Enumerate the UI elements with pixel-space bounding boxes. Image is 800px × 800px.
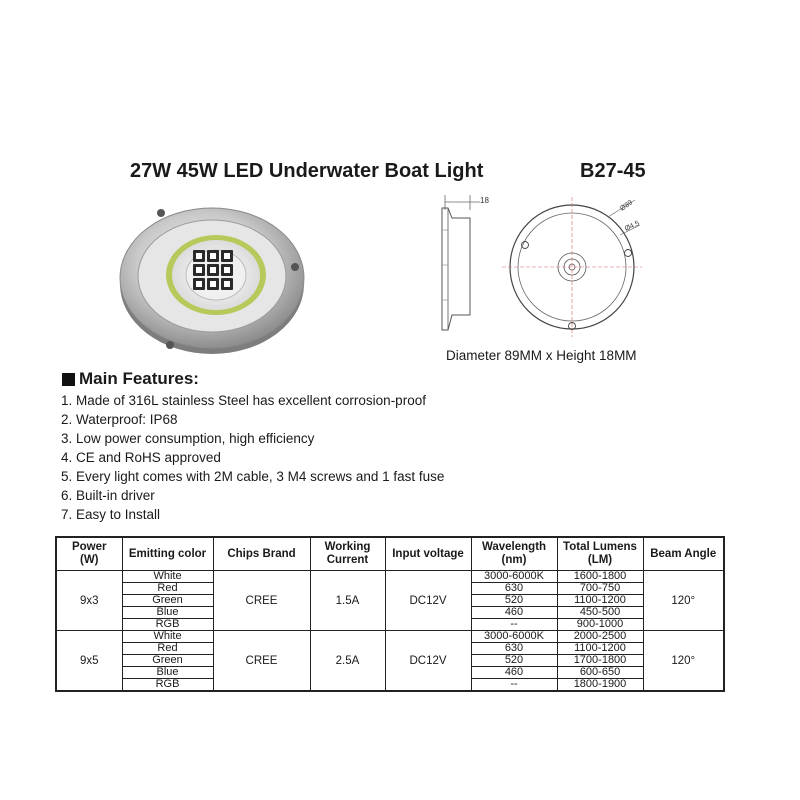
header-chips: Chips Brand [213,537,310,571]
voltage-cell: DC12V [385,571,471,631]
color-cell: RGB [122,619,213,631]
chips-cell: CREE [213,631,310,692]
hole-diameter-label: Ø4.5 [623,220,641,233]
beam-cell: 120° [643,631,724,692]
header-wavelength: Wavelength (nm) [471,537,557,571]
feature-item: 4. CE and RoHS approved [61,450,221,465]
color-cell: Green [122,595,213,607]
feature-item: 1. Made of 316L stainless Steel has excellent corrosion-proof [61,393,426,408]
beam-cell: 120° [643,571,724,631]
feature-item: 3. Low power consumption, high efficiency [61,431,315,446]
feature-item: 5. Every light comes with 2M cable, 3 M4 screws and 1 fast fuse [61,469,445,484]
wavelength-cell: 460 [471,667,557,679]
page-title: 27W 45W LED Underwater Boat Light [130,160,484,182]
wavelength-cell: 3000-6000K [471,571,557,583]
feature-item: 6. Built-in driver [61,488,155,503]
lumens-cell: 900-1000 [557,619,643,631]
table-row [56,571,724,583]
lumens-cell: 450-500 [557,607,643,619]
color-cell: Red [122,583,213,595]
header-power: Power (W) [56,537,122,571]
lumens-cell: 1800-1900 [557,679,643,692]
current-cell: 1.5A [310,571,385,631]
color-cell: Blue [122,667,213,679]
lumens-cell: 700-750 [557,583,643,595]
header-color: Emitting color [122,537,213,571]
lumens-cell: 1100-1200 [557,643,643,655]
color-cell: Red [122,643,213,655]
side-view-drawing [430,190,500,340]
header-voltage: Input voltage [385,537,471,571]
diameter-label: Ø89 [619,199,634,213]
header-current: Working Current [310,537,385,571]
product-photo [115,198,310,358]
features-heading-text: Main Features: [79,369,199,388]
color-cell: White [122,631,213,643]
height-dimension-label: 18 [480,196,489,205]
wavelength-cell: 630 [471,583,557,595]
square-bullet-icon [62,373,75,386]
color-cell: Green [122,655,213,667]
dimension-caption: Diameter 89MM x Height 18MM [446,348,637,363]
power-cell: 9x5 [56,631,122,692]
wavelength-cell: 3000-6000K [471,631,557,643]
color-cell: RGB [122,679,213,692]
wavelength-cell: -- [471,679,557,692]
header-beam: Beam Angle [643,537,724,571]
wavelength-cell: 520 [471,655,557,667]
wavelength-cell: -- [471,619,557,631]
current-cell: 2.5A [310,631,385,692]
lumens-cell: 1700-1800 [557,655,643,667]
features-heading [62,369,199,389]
lumens-cell: 2000-2500 [557,631,643,643]
color-cell: Blue [122,607,213,619]
table-row [56,631,724,643]
wavelength-cell: 460 [471,607,557,619]
wavelength-cell: 520 [471,595,557,607]
feature-item: 7. Easy to Install [61,507,161,522]
wavelength-cell: 630 [471,643,557,655]
features-list [61,391,444,524]
color-cell: White [122,571,213,583]
power-cell: 9x3 [56,571,122,631]
lumens-cell: 1600-1800 [557,571,643,583]
model-number: B27-45 [580,160,646,182]
spec-table [55,536,725,692]
table-header-row [56,537,724,571]
lumens-cell: 1100-1200 [557,595,643,607]
chips-cell: CREE [213,571,310,631]
front-view-drawing [500,195,650,345]
voltage-cell: DC12V [385,631,471,692]
header-lumens: Total Lumens (LM) [557,537,643,571]
lumens-cell: 600-650 [557,667,643,679]
feature-item: 2. Waterproof: IP68 [61,412,178,427]
